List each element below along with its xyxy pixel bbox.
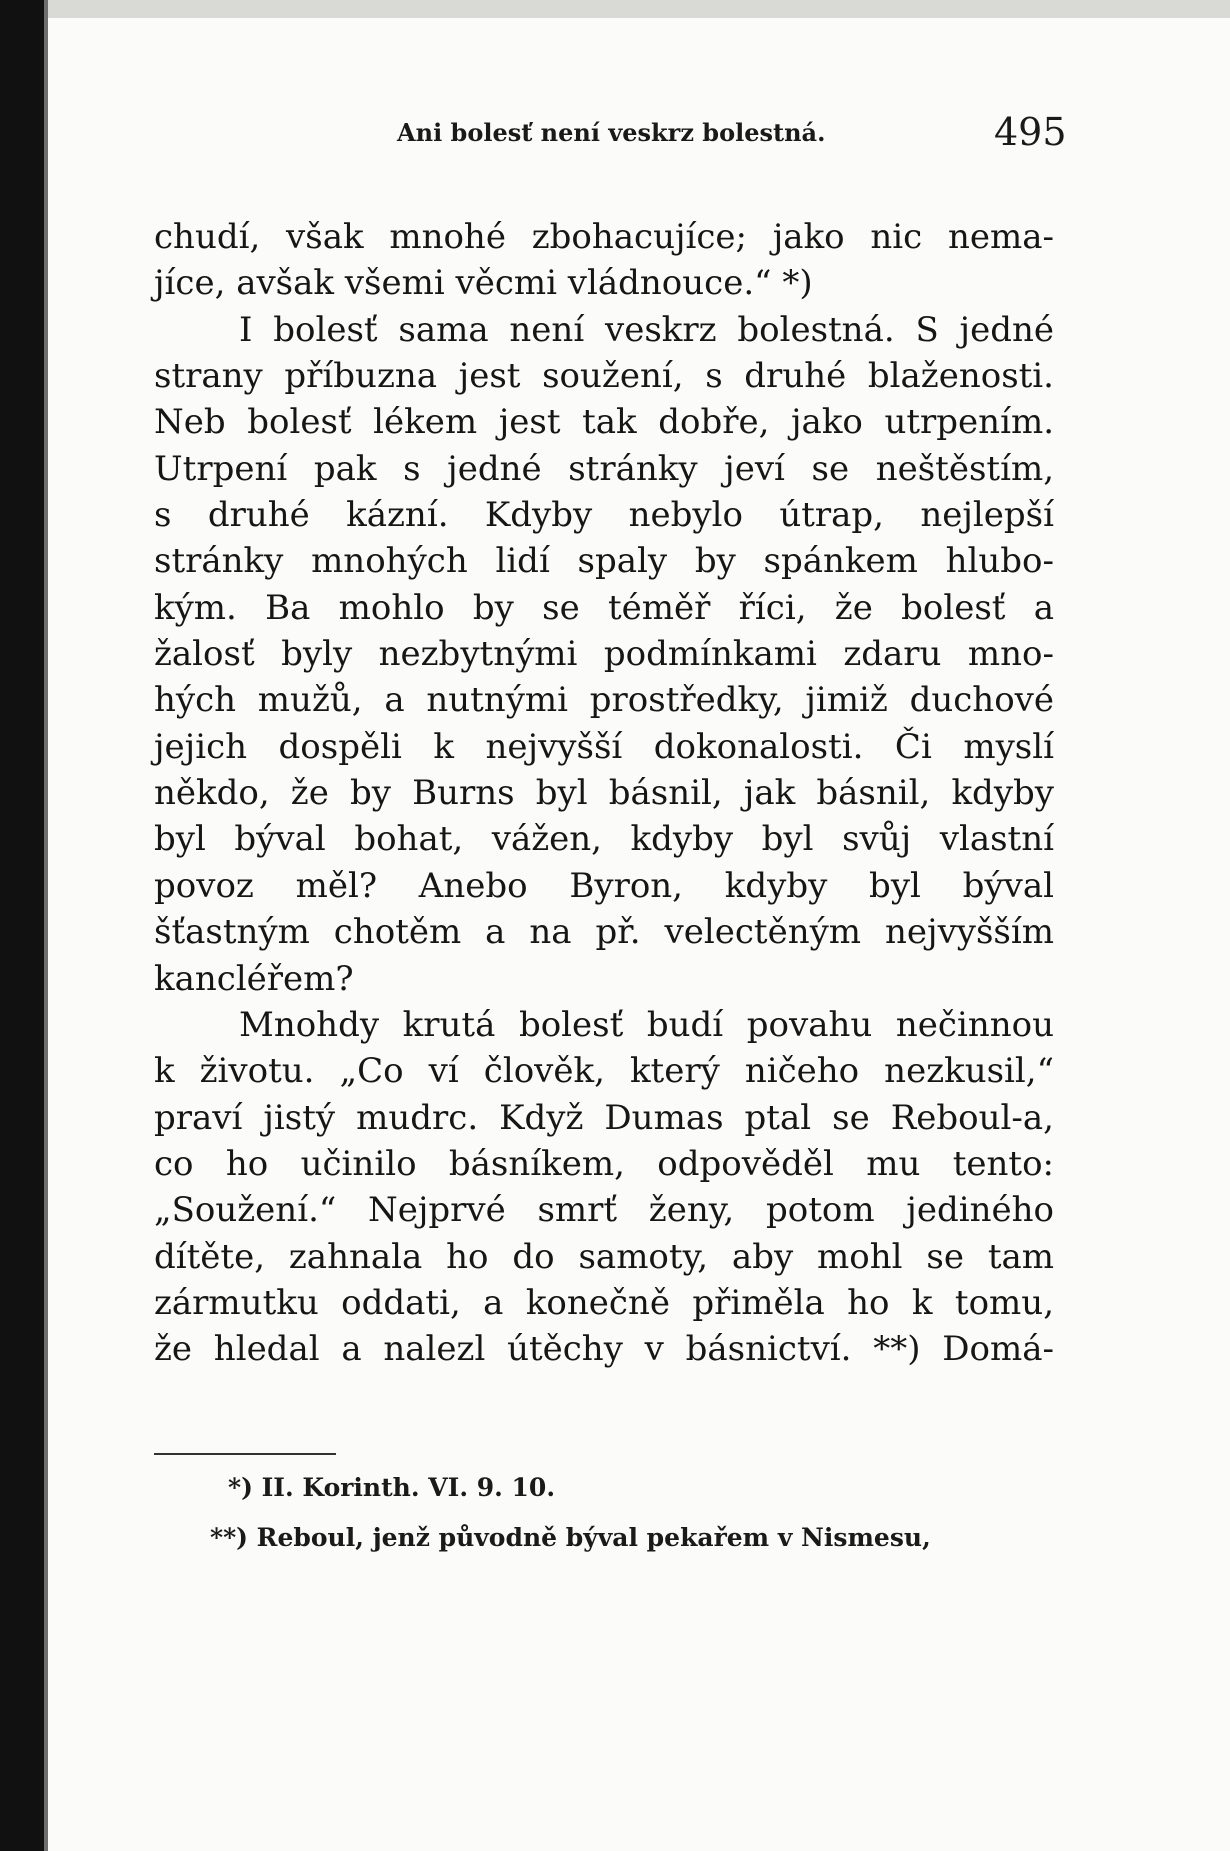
text-line: kým. Ba mohlo by se téměř říci, že bolesť a: [154, 587, 1054, 628]
text-line: že hledal a nalezl útěchy v básnictví. **) Domá-: [154, 1329, 1054, 1370]
text-line: k životu. „Co ví člověk, který ničeho nezkusil,“: [154, 1051, 1054, 1092]
text-line: strany příbuzna jest soužení, s druhé blaženosti.: [154, 356, 1054, 397]
text-line: Neb bolesť lékem jest tak dobře, jako utrpením.: [154, 402, 1054, 443]
text-line: šťastným chotěm a na př. velectěným nejvyšším: [154, 912, 1054, 953]
text-line: jíce, avšak všemi věcmi vládnouce.“ *): [154, 263, 813, 304]
text-line: povoz měl? Anebo Byron, kdyby byl býval: [154, 865, 1054, 906]
text-line: byl býval bohat, vážen, kdyby byl svůj vlastní: [154, 819, 1054, 860]
footnote-rule: [154, 1453, 336, 1455]
text-line: Mnohdy krutá bolesť budí povahu nečinnou: [239, 1004, 1054, 1045]
binding-gutter: [0, 0, 44, 1851]
text-line: „Soužení.“ Nejprvé smrť ženy, potom jediného: [154, 1190, 1054, 1231]
text-line: kancléřem?: [154, 958, 354, 999]
text-line: dítěte, zahnala ho do samoty, aby mohl se tam: [154, 1236, 1054, 1277]
top-margin-shade: [48, 0, 1230, 18]
text-line: s druhé kázní. Kdyby nebylo útrap, nejlepší: [154, 495, 1054, 536]
text-line: chudí, však mnohé zbohacujíce; jako nic nema-: [154, 217, 1054, 257]
text-line: stránky mnohých lidí spaly by spánkem hlubo-: [154, 541, 1054, 582]
text-line: co ho učinilo básníkem, odpověděl mu tento:: [154, 1143, 1054, 1184]
text-line: jejich dospěli k nejvyšší dokonalosti. Či myslí: [154, 726, 1054, 767]
running-head: Ani bolesť není veskrz bolestná.: [397, 118, 826, 147]
text-line: zármutku oddati, a konečně přiměla ho k tomu,: [154, 1282, 1054, 1323]
text-line: praví jistý mudrc. Když Dumas ptal se Reboul-a,: [154, 1097, 1054, 1138]
text-line: Utrpení pak s jedné stránky jeví se neštěstím,: [154, 448, 1054, 489]
body-text: [154, 214, 1054, 1373]
text-line: I bolesť sama není veskrz bolestná. S jedné: [239, 309, 1054, 350]
text-line: někdo, že by Burns byl básnil, jak básnil, kdyby: [154, 773, 1054, 814]
footnote: **) Reboul, jenž původně býval pekařem v Nismesu,: [210, 1523, 931, 1552]
gutter-edge: [44, 0, 48, 1851]
page-number: 495: [994, 110, 1067, 154]
text-line: žalosť byly nezbytnými podmínkami zdaru mno-: [154, 634, 1054, 675]
text-line: hých mužů, a nutnými prostředky, jimiž duchové: [154, 680, 1054, 721]
footnote: *) II. Korinth. VI. 9. 10.: [228, 1473, 556, 1502]
footnotes: [154, 1463, 1054, 1563]
